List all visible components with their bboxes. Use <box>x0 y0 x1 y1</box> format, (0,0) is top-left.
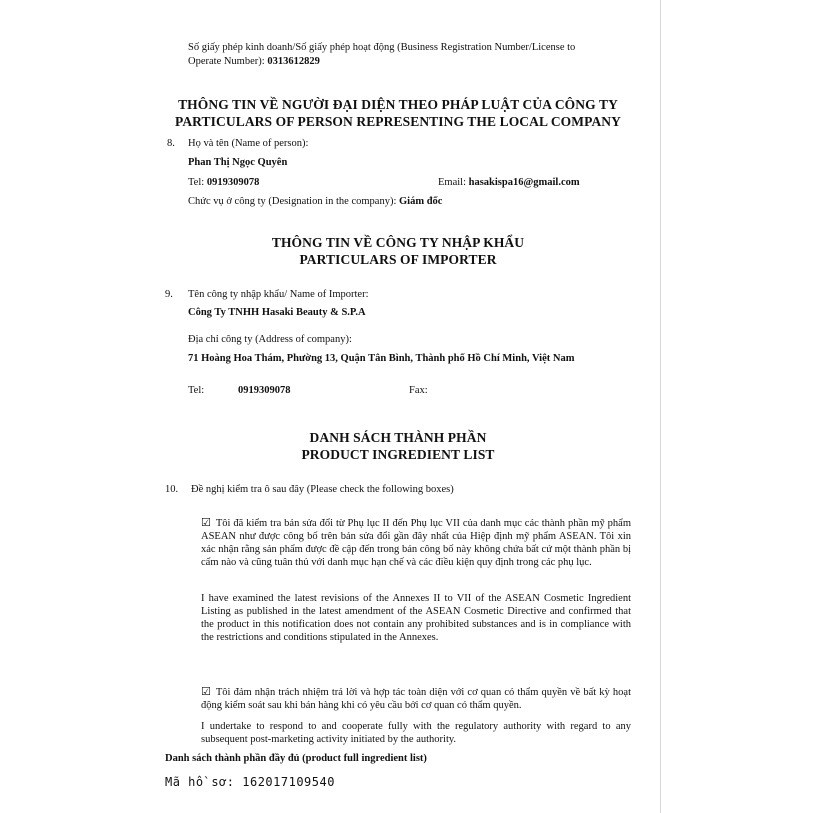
declaration-2-vi-text: Tôi đảm nhận trách nhiệm trả lời và hợp tác toàn diện với cơ quan có thẩm quyền về bất kỳ hoạt động kiểm soát sau khi bán hàng khi có yêu cầu bởi cơ quan có thẩm quyền. <box>201 687 631 711</box>
record-code: Mã hồ sơ: 162017109540 <box>165 775 335 789</box>
ingredient-heading-vi: DANH SÁCH THÀNH PHẦN <box>309 430 487 445</box>
rep-email-label: Email: <box>438 177 469 188</box>
ingredient-heading-en: PRODUCT INGREDIENT LIST <box>301 447 495 462</box>
importer-fax-label: Fax: <box>409 385 428 396</box>
importer-heading-vi: THÔNG TIN VỀ CÔNG TY NHẬP KHẨU <box>271 235 525 250</box>
importer-heading-en: PARTICULARS OF IMPORTER <box>299 252 497 267</box>
rep-tel <box>188 176 259 190</box>
declaration-2-en: I undertake to respond to and cooperate fully with the regulatory authority with regard to any subsequent post-marketing activity initiated by the authority. <box>201 721 631 745</box>
importer-tel-value: 0919309078 <box>238 385 291 396</box>
item-10-number: 10. <box>165 484 179 495</box>
checkbox-checked-icon[interactable]: ☑ <box>201 685 211 698</box>
business-reg-label: Operate Number): <box>188 56 268 67</box>
rep-heading-vi: THÔNG TIN VỀ NGƯỜI ĐẠI DIỆN THEO PHÁP LUẬT CỦA CÔNG TY <box>178 97 618 112</box>
rep-heading-en: PARTICULARS OF PERSON REPRESENTING THE LOCAL COMPANY <box>174 114 622 129</box>
importer-tel-label: Tel: <box>188 385 205 396</box>
importer-address-value: 71 Hoàng Hoa Thám, Phường 13, Quận Tân Bình, Thành phố Hồ Chí Minh, Việt Nam <box>188 353 575 364</box>
business-reg-line2 <box>188 55 320 69</box>
declaration-1-vi <box>201 516 631 569</box>
business-reg-number: 0313612829 <box>267 56 320 67</box>
rep-name-value: Phan Thị Ngọc Quyên <box>188 157 288 168</box>
rep-tel-value: 0919309078 <box>206 177 260 188</box>
rep-name-label: Họ và tên (Name of person): <box>188 138 309 149</box>
full-ingredient-list-label: Danh sách thành phần đầy đủ (product full ingredient list) <box>165 753 427 764</box>
rep-tel-label: Tel: <box>188 177 207 188</box>
importer-address-label: Địa chỉ công ty (Address of company): <box>188 334 352 345</box>
checkbox-checked-icon[interactable]: ☑ <box>201 516 211 529</box>
importer-name-value: Công Ty TNHH Hasaki Beauty & S.P.A <box>188 307 366 318</box>
importer-name-label: Tên công ty nhập khẩu/ Name of Importer: <box>188 289 369 300</box>
item-8-number: 8. <box>167 138 175 149</box>
declaration-2-vi <box>201 685 631 712</box>
rep-designation-value: Giám đốc <box>399 196 443 207</box>
check-prompt: Đề nghị kiểm tra ô sau đây (Please check the following boxes) <box>191 484 454 495</box>
rep-designation <box>188 195 442 209</box>
declaration-1-vi-text: Tôi đã kiểm tra bản sửa đổi từ Phụ lục II đến Phụ lục VII của danh mục các thành phần mỹ phẩm ASEAN như được công bố trên bản sửa đổi gần đây nhất của Hiệp định mỹ phẩm ASEAN. Tôi xin xác nhận rằng sản phẩm được đề cập đến trong bản công bố này không chứa bất cứ một thành phần bị cấm nào và cũng tuân thủ với danh mục hạn chế và các điều kiện quy định trong các phụ lục. <box>201 518 631 568</box>
item-9-number: 9. <box>165 289 173 300</box>
business-reg-line1: Số giấy phép kinh doanh/Số giấy phép hoạt động (Business Registration Number/License to <box>188 42 576 53</box>
rep-email <box>438 176 580 190</box>
rep-email-value: hasakispa16@gmail.com <box>468 177 580 188</box>
rep-designation-label: Chức vụ ở công ty (Designation in the company): <box>188 196 399 207</box>
declaration-1-en: I have examined the latest revisions of the Annexes II to VII of the ASEAN Cosmetic Ingredient Listing as published in the latest amendment of the ASEAN Cosmetic Directive and confirmed that the product in this notification does not contain any prohibited substances and is in compliance with the restrictions and conditions stipulated in the Annexes. <box>201 593 631 643</box>
